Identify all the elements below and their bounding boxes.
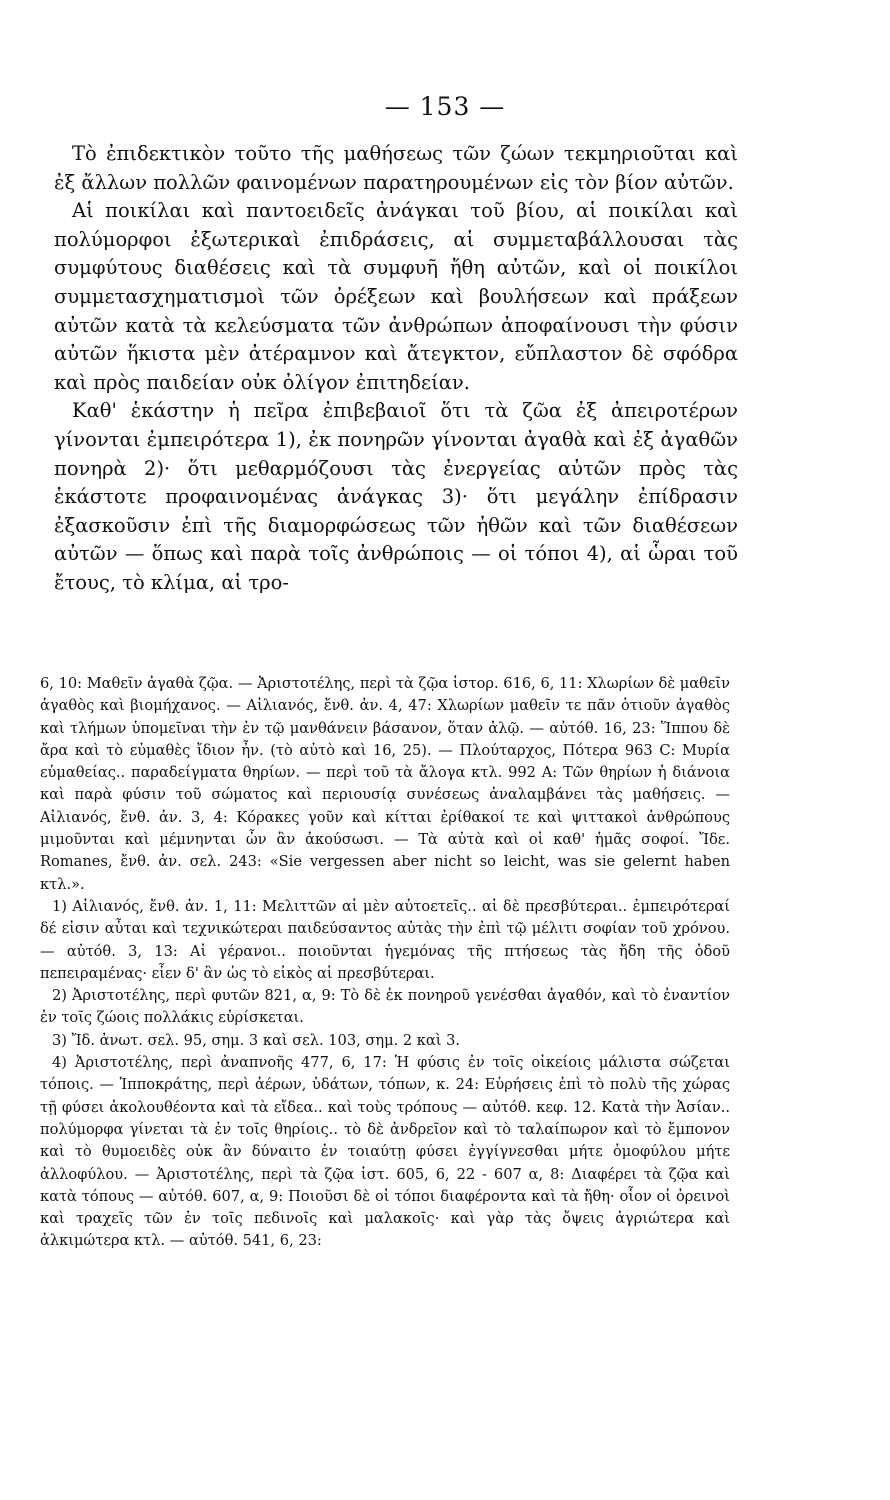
paragraph-2: Αἱ ποικίλαι καὶ παντοειδεῖς ἀνάγκαι τοῦ βίου, αἱ ποικίλαι καὶ πολύμορφοι ἐξωτερικαὶ ἐπιδράσεις, αἱ συμμεταβάλλουσαι τὰς συμφύτους διαθέσεις καὶ τὰ συμφυῆ ἤθη αὐτῶν, καὶ οἱ ποικίλοι συμμετασχηματισμοὶ τῶν ὀρέξεων καὶ βουλήσεων καὶ πράξεων αὐτῶν κατὰ τὰ κελεύσματα τῶν ἀνθρώπων ἀποφαίνουσι τὴν φύσιν αὐτῶν ἥκιστα μὲν ἀτέραμνον καὶ ἄτεγκτον, εὔπλαστον δὲ σφόδρα καὶ πρὸς παιδείαν οὐκ ὀλίγον ἐπιτηδείαν. bbox=[54, 199, 738, 394]
footnote-2: 2) Ἀριστοτέλης, περὶ φυτῶν 821, α, 9: Τὸ δὲ ἐκ πονηροῦ γενέσθαι ἀγαθόν, καὶ τὸ ἐναντίον ἐν τοῖς ζώοις πολλάκις εὑρίσκεται. bbox=[40, 987, 730, 1027]
page-number: — 153 — bbox=[384, 92, 506, 121]
footnote-3: 3) Ἴδ. ἀνωτ. σελ. 95, σημ. 3 καὶ σελ. 103, σημ. 2 καὶ 3. bbox=[52, 1031, 461, 1049]
footnote-continued: 6, 10: Μαθεῖν ἀγαθὰ ζῷα. — Ἀριστοτέλης, περὶ τὰ ζῷα ἱστορ. 616, 6, 11: Χλωρίων δὲ μαθεῖν ἀγαθὸς καὶ βιομήχανος. — Αἰλιανός, ἔνθ. ἀν. 4, 47: Χλωρίων μαθεῖν τε πᾶν ὁτιοῦν ἀγαθὸς καὶ τλήμων ὑπομεῖναι τὴν ἐν τῷ μανθάνειν βάσανον, ὅταν ἀλῷ. — αὐτόθ. 16, 23: Ἵππου δὲ ἄρα καὶ τὸ εὐμαθὲς ἴδιον ἦν. (τὸ αὐτὸ καὶ 16, 25). — Πλούταρχος, Πότερα 963 C: Μυρία εὐμαθείας.. παραδείγματα θηρίων. — περὶ τοῦ τὰ ἄλογα κτλ. 992 A: Τῶν θηρίων ἡ διάνοια καὶ παρὰ φύσιν τοῦ σώματος καὶ περιουσίᾳ συνέσεως ἀναλαμβάνει τὰς μαθήσεις. — Αἰλιανός, ἔνθ. ἀν. 3, 4: Κόρακες γοῦν καὶ κίτται ἐρίθακοί τε καὶ ψιττακοὶ ἀνθρώπους μιμοῦνται καὶ μέμνηνται ὧν ἂν ἀκούσωσι. — Τὰ αὐτὰ καὶ οἱ καθ' ἡμᾶς σοφοί. Ἴδε. Romanes, ἔνθ. ἀν. σελ. 243: «Sie vergessen aber nicht so leicht, was sie gelernt haben κτλ.». bbox=[40, 675, 730, 893]
footnote-4: 4) Ἀριστοτέλης, περὶ ἀναπνοῆς 477, 6, 17: Ἡ φύσις ἐν τοῖς οἰκείοις μάλιστα σώζεται τόποις. — Ἱπποκράτης, περὶ ἀέρων, ὑδάτων, τόπων, κ. 24: Εὑρήσεις ἐπὶ τὸ πολὺ τῆς χώρας τῇ φύσει ἀκολουθέοντα καὶ τὰ εἴδεα.. καὶ τοὺς τρόπους — αὐτόθ. κεφ. 12. Κατὰ τὴν Ἀσίαν.. πολύμορφα γίνεται τὰ ἐν τοῖς θηρίοις.. τὸ δὲ ἀνδρεῖον καὶ τὸ ταλαίπωρον καὶ τὸ ἔμπονον καὶ τὸ θυμοειδὲς οὐκ ἂν δύναιτο ἐν τοιαύτῃ φύσει ἐγγίγνεσθαι μήτε ὁμοφύλου μήτε ἀλλοφύλου. — Ἀριστοτέλης, περὶ τὰ ζῷα ἱστ. 605, 6, 22 - 607 α, 8: Διαφέρει τὰ ζῷα καὶ κατὰ τόπους — αὐτόθ. 607, α, 9: Ποιοῦσι δὲ οἱ τόποι διαφέροντα καὶ τὰ ἤθη· οἷον οἱ ὀρεινοὶ καὶ τραχεῖς τῶν ἐν τοῖς πεδινοῖς καὶ μαλακοῖς· καὶ γὰρ τὰς ὄψεις ἀγριώτερα καὶ ἀλκιμώτερα κτλ. — αὐτόθ. 541, 6, 23: bbox=[40, 1054, 730, 1250]
paragraph-1: Τὸ ἐπιδεκτικὸν τοῦτο τῆς μαθήσεως τῶν ζώων τεκμηριοῦται καὶ ἐξ ἄλλων πολλῶν φαινομένων παρατηρουμένων εἰς τὸν βίον αὐτῶν. bbox=[54, 142, 738, 194]
footnote-1: 1) Αἰλιανός, ἔνθ. ἀν. 1, 11: Μελιττῶν αἱ μὲν αὐτοετεῖς.. αἱ δὲ πρεσβύτεραι.. ἐμπειρότεραί δέ εἰσιν αὗται καὶ τεχνικώτεραι παιδεύσαντος αὐτὰς τὴν ἐπὶ τῷ μέλιτι σοφίαν τοῦ χρόνου. — αὐτόθ. 3, 13: Αἱ γέρανοι.. ποιοῦνται ἡγεμόνας τῆς πτήσεως τὰς ἤδη τῆς ὁδοῦ πεπειραμένας· εἶεν δ' ἂν ὡς τὸ εἰκὸς αἱ πρεσβύτεραι. bbox=[40, 897, 730, 982]
main-text bbox=[54, 140, 738, 598]
paragraph-3: Καθ' ἑκάστην ἡ πεῖρα ἐπιβεβαιοῖ ὅτι τὰ ζῶα ἐξ ἀπειροτέρων γίνονται ἐμπειρότερα 1), ἐκ πονηρῶν γίνονται ἀγαθὰ καὶ ἐξ ἀγαθῶν πονηρὰ 2)· ὅτι μεθαρμόζουσι τὰς ἐνεργείας αὐτῶν πρὸς τὰς ἑκάστοτε προφαινομένας ἀνάγκας 3)· ὅτι μεγάλην ἐπίδρασιν ἐξασκοῦσιν ἐπὶ τῆς διαμορφώσεως τῶν ἠθῶν καὶ τῶν διαθέσεων αὐτῶν — ὅπως καὶ παρὰ τοῖς ἀνθρώποις — οἱ τόποι 4), αἱ ὧραι τοῦ ἔτους, τὸ κλίμα, αἱ τρο- bbox=[54, 399, 738, 594]
footnotes bbox=[40, 673, 730, 1253]
